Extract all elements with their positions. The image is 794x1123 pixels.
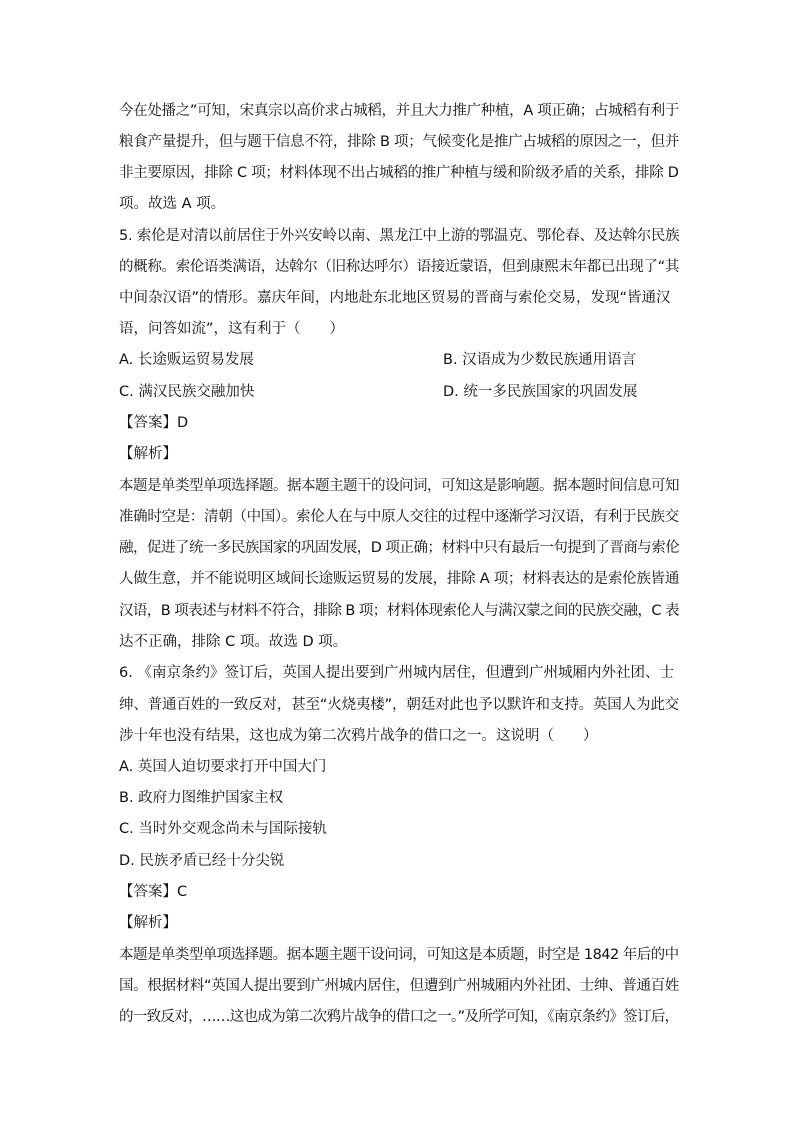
q5-option-b: B. 汉语成为少数民族通用语言 [443, 352, 637, 368]
q6-option-c: C. 当时外交观念尚未与国际接轨 [119, 821, 327, 837]
q6-option-a: A. 英国人迫切要求打开中国大门 [119, 759, 327, 775]
q6-stem-line: 绅、普通百姓的一致反对，甚至“火烧夷楼”，朝廷对此也予以默许和支持。英国人为此交 [119, 697, 680, 713]
q6-analysis-line: 本题是单类型单项选择题。据本题主题干设问词，可知这是本质题，时空是 1842 年后的中 [119, 947, 679, 963]
q5-analysis-label: 【解析】 [119, 446, 177, 462]
q6-answer: 【答案】C [119, 884, 188, 900]
q6-stem-line: 涉十年也没有结果，这也成为第二次鸦片战争的借口之一。这说明（ ） [119, 728, 598, 744]
q5-stem-line: 5. 索伦是对清以前居住于外兴安岭以南、黑龙江中上游的鄂温克、鄂伦春、及达斡尔民族 [119, 228, 680, 244]
q5-option-a: A. 长途贩运贸易发展 [119, 352, 254, 368]
q5-stem-line: 中间杂汉语”的情形。嘉庆年间，内地赴东北地区贸易的晋商与索伦交易，发现“皆通汉 [119, 290, 671, 306]
q4-analysis-line: 项。故选 A 项。 [119, 196, 226, 212]
q5-analysis-line: 人做生意，并不能说明区域间长途贩运贸易的发展，排除 A 项；材料表达的是索伦族皆通 [119, 571, 680, 587]
q5-answer: 【答案】D [119, 415, 189, 431]
q5-analysis-line: 准确时空是：清朝（中国）。索伦人在与中原人交往的过程中逐渐学习汉语，有利于民族交 [119, 509, 679, 525]
q5-analysis-line: 达不正确，排除 C 项。故选 D 项。 [119, 634, 348, 650]
q5-analysis-line: 汉语，B 项表述与材料不符合，排除 B 项；材料体现索伦人与满汉蒙之间的民族交融，C 表 [119, 603, 679, 619]
q5-analysis-line: 本题是单类型单项选择题。据本题主题干的设问词，可知这是影响题。据本题时间信息可知 [119, 478, 679, 494]
q5-stem-line: 的概称。索伦语类满语，达斡尔（旧称达呼尔）语接近蒙语，但到康熙末年都已出现了“其 [119, 259, 680, 275]
q6-analysis-label: 【解析】 [119, 915, 177, 931]
q5-stem-line: 语，问答如流”，这有利于（ ） [119, 321, 345, 337]
q4-analysis-line: 粮食产量提升，但与题干信息不符，排除 B 项；气候变化是推广占城稻的原因之一，但并 [119, 134, 680, 150]
q5-option-c: C. 满汉民族交融加快 [119, 384, 255, 400]
q6-option-d: D. 民族矛盾已经十分尖锐 [119, 853, 285, 869]
q6-stem-line: 6. 《南京条约》签订后，英国人提出要到广州城内居住，但遭到广州城厢内外社团、士 [119, 665, 674, 681]
q4-analysis-line: 今在处播之”可知，宋真宗以高价求占城稻，并且大力推广种植，A 项正确；占城稻有利于 [119, 103, 680, 119]
q4-analysis-line: 非主要原因，排除 C 项；材料体现不出占城稻的推广种植与缓和阶级矛盾的关系，排除 D [119, 165, 679, 181]
q5-option-d: D. 统一多民族国家的巩固发展 [443, 384, 638, 400]
q6-analysis-line: 的一致反对，……这也成为第二次鸦片战争的借口之一。”及所学可知，《南京条约》签订后， [119, 1009, 679, 1025]
q6-analysis-line: 国。根据材料“英国人提出要到广州城内居住，但遭到广州城厢内外社团、士绅、普通百姓 [119, 978, 680, 994]
q6-option-b: B. 政府力图维护国家主权 [119, 790, 284, 806]
q5-analysis-line: 融，促进了统一多民族国家的巩固发展，D 项正确；材料中只有最后一句提到了晋商与索伦 [119, 540, 680, 556]
